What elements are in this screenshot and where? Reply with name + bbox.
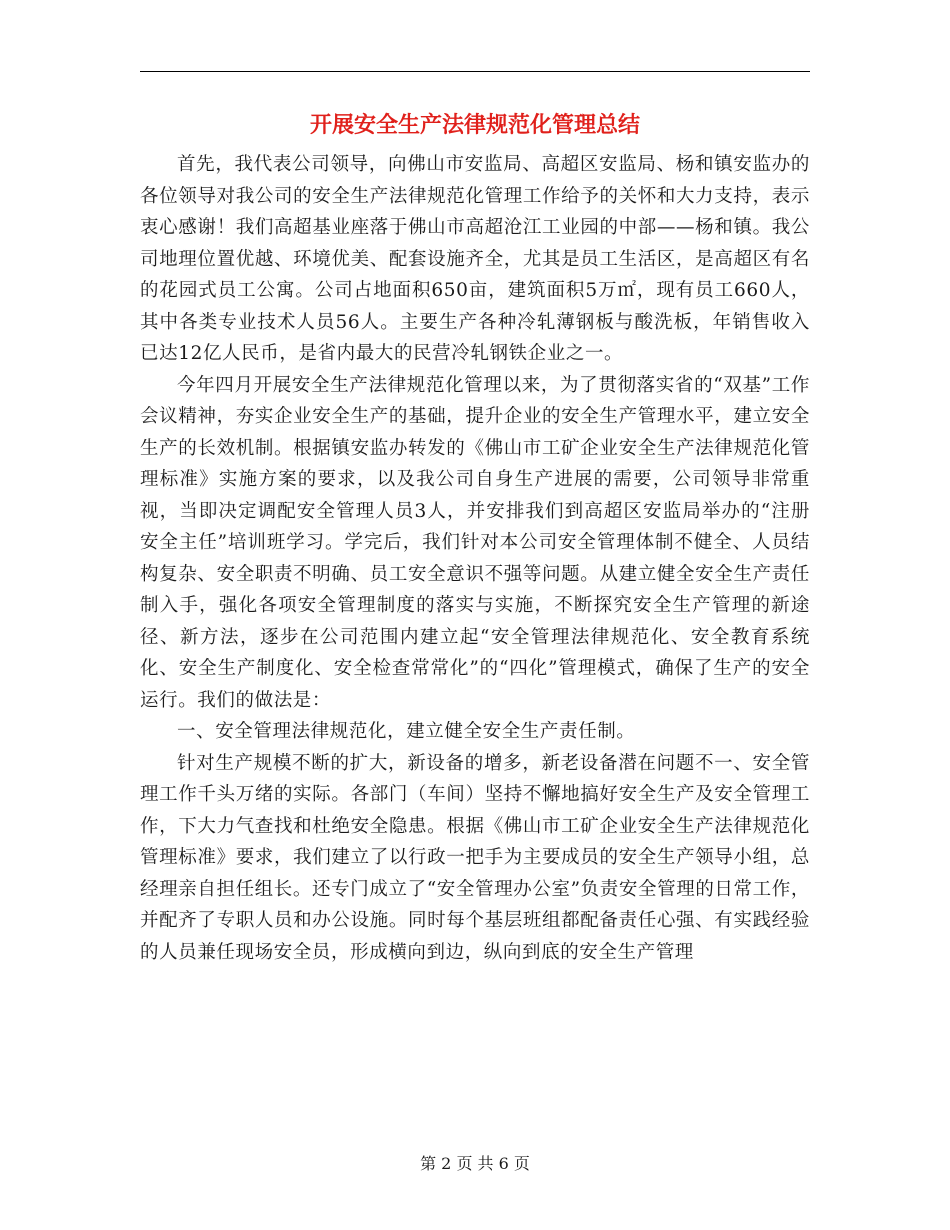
- document-body: [140, 149, 810, 968]
- document-title: 开展安全生产法律规范化管理总结: [309, 113, 640, 138]
- header-rule: [140, 71, 810, 72]
- paragraph-intro: 首先，我代表公司领导，向佛山市安监局、高超区安监局、杨和镇安监办的各位领导对我公司的安全生产法律规范化管理工作给予的关怀和大力支持，表示衷心感谢！我们高超基业座落于佛山市高超沧江工业园的中部——杨和镇。我公司地理位置优越、环境优美、配套设施齐全，尤其是员工生活区，是高超区有名的花园式员工公寓。公司占地面积650亩，建筑面积5万㎡，现有员工660人，其中各类专业技术人员56人。主要生产各种冷轧薄钢板与酸洗板，年销售收入已达12亿人民币，是省内最大的民营冷轧钢铁企业之一。: [140, 154, 810, 364]
- section-heading-1: 一、安全管理法律规范化，建立健全安全生产责任制。: [177, 721, 636, 742]
- page-number-footer: 第 2 页 共 6 页: [420, 1154, 530, 1173]
- paragraph-background: 今年四月开展安全生产法律规范化管理以来，为了贯彻落实省的“双基”工作会议精神，夯实企业安全生产的基础，提升企业的安全生产管理水平，建立安全生产的长效机制。根据镇安监办转发的《佛山市工矿企业安全生产法律规范化管理标准》实施方案的要求，以及我公司自身生产进展的需要，公司领导非常重视，当即决定调配安全管理人员3人，并安排我们到高超区安监局举办的“注册安全主任”培训班学习。学完后，我们针对本公司安全管理体制不健全、人员结构复杂、安全职责不明确、员工安全意识不强等问题。从建立健全安全生产责任制入手，强化各项安全管理制度的落实与实施，不断探究安全生产管理的新途径、新方法，逐步在公司范围内建立起“安全管理法律规范化、安全教育系统化、安全生产制度化、安全检查常常化”的“四化”管理模式，确保了生产的安全运行。我们的做法是：: [140, 374, 810, 711]
- paragraph-section-1: 针对生产规模不断的扩大，新设备的增多，新老设备潜在问题不一、安全管理工作千头万绪的实际。各部门（车间）坚持不懈地搞好安全生产及安全管理工作，下大力气查找和杜绝安全隐患。根据《佛山市工矿企业安全生产法律规范化管理标准》要求，我们建立了以行政一把手为主要成员的安全生产领导小组，总经理亲自担任组长。还专门成立了“安全管理办公室”负责安全管理的日常工作，并配齐了专职人员和办公设施。同时每个基层班组都配备责任心强、有实践经验的人员兼任现场安全员，形成横向到边，纵向到底的安全生产管理: [140, 752, 810, 963]
